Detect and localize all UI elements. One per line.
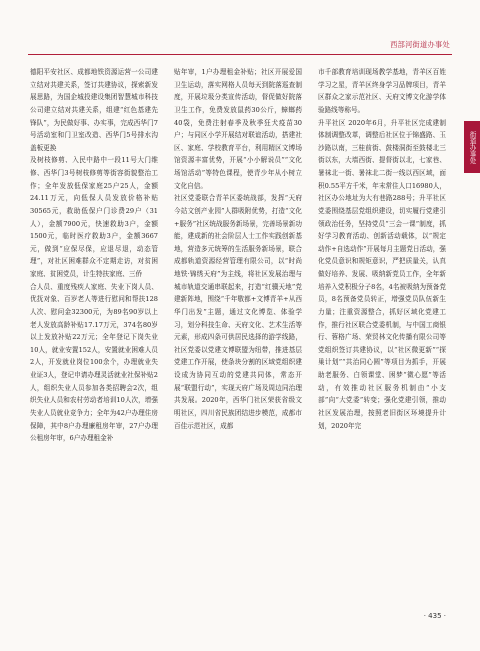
- paragraph: 市千部教育培训现场教学基地，青羊区百姓学习之星，青羊区终身学习品牌项目，青羊区群众之家示范社区、天府文博文化游学体验路线等称号。: [318, 68, 446, 114]
- paragraph: 贴年审，1户办理租金补贴；社区开展爱国卫生运动，落实网格人员每天到院落巡查制度，开展垃圾分类宣传活动，督促做好院落卫生工作，免费发放鼠药30公斤，蟑螂药40袋，免费注射春季及秋季狂犬疫苗30户；与同区小学开展结对联谊活动，搭建社区、家庭、学校教育平台，利用精区文博场馆资源丰富优势，开展“小小解说员”“文化场馆活动”等特色课程，使青少年从小树立文化自信。: [174, 68, 302, 190]
- section-tab: [464, 121, 480, 173]
- paragraph: 社区党委联合青羊区委统战部，发挥“天府今站文创产业园”人群吸附优势，打造“文化+服务”社区统战服务新场景，完善场景新功能，建成新的社会阶层人士工作实践创新基地，营造多元统筹的生活服务新场景，联合成都轨道资源经营管理有限公司，以“时尚地铁·锦绣天府”为主线，将社区发展治理与城市轨道交通串联起来，打造“红骥天地”党建新阵地，围绕“千年敬都+文博青羊+从西华门出发”主题，通过文化博览、体验学习，划分科技生命、天府文化、艺术生活等元素，形成四条可供居民选择的游学线路，社区党委以党建文博联盟为纽带，推进基层党建工作开展，使条块分割的区域党组织建设成为协同互动的党建共同体，常态开展“联盟行动”，实现天府广场及周边同治理共发展。2020年，西华门社区荣获省级文明社区，四川省民族团结进步模范，成都市百佳示范社区，成都: [174, 194, 302, 430]
- running-header: 西部河街道办事处: [390, 40, 450, 49]
- paragraph: 德阳平安社区、成都地铁资源运营一公司建立结对共建关系，签订共建协议，探索新发展思路，为国企城投建设集团智慧城市科技公司建立结对共建关系，组建“红色基建先锋队”，为民做好事、办实事，完成西华门7号活动室和门卫室改造、西华门5号排水沟盖板更换: [30, 68, 158, 152]
- text-column-2: [174, 66, 302, 432]
- paragraph: 合人员、重度残疾人家庭、失业下岗人员、优抚对象、百岁老人等进行慰问和帮扶128人次、慰问金32300元，为89名90岁以上老人发放高龄补贴17.17万元，374名80岁以上发放补贴22万元；全年登记下岗失业10人，就业安置152人，安置就业困难人员2人，开发就业岗位100余个，办理就业失业证3人，登记申请办理灵活就业社保补贴2人，组织失业人员参加各类招聘会2次，组织失业人员和农村劳动者培训10人次，增强失业人员就业竞争力；全年为42户办理住房保障，其中8户办理廉租房年审，27户办理公租房年审，6户办理租金补: [30, 282, 158, 443]
- paragraph: 及树枝修剪、入民中路中一段11号大门维修、西华门3号树枝修剪等街容街貌整治工作；全年发放低保家庭25户25人，金额24.11万元，向低保人员发放价格补贴30565元，救助低保户门诊费29户（31人），金额7900元，快速救助3户，金额1500元，临时医疗救助3户，金额3667元，做到“应保尽保，应退尽退，动态管理”，对社区困难群众不定期走访，对贫困家庭、贫困党员，计生特扶家庭、三侨: [30, 156, 158, 278]
- section-tab-label: 街道办事处: [468, 130, 476, 164]
- text-column-3: [318, 66, 446, 432]
- header-rule: [28, 54, 452, 55]
- paragraph: 升平社区 2020年6月，升平社区完成建制体制调整改革，调整后社区位于锦盛路、玉沙路以南，三桂前街、鼓楼洞街至鼓楼北三街以东，大墙西街、提督街以北，七家巷、暑袜北一街、暑袜北二街一线以西区域，面积0.55平方千米，年末常住人口16980人，社区办公地址为大有巷路288号；升平社区党委围绕基层党组织建设，切实履行党建引领政治任务，坚持党员“三会一课”制度，抓好学习教育活动、创新活动载体，以“规定动作+自选动作”开展每月主题党日活动，强化党员意识和规矩意识，严把质量关，认真做好培养、发展、吸纳新党员工作，全年新培养入党积极分子8名，4名被吸纳为预备党员，8名预备党员转正，增强党员队伍新生力量；注重资源整合，抓好区域化党建工作，推行社区联合党委机制，与中国工商银行、蓉格广场、荣贸林文化传播有限公司等党组织签订共建协议，以“社区微更新”“探巢计划”“共治同心圆”等项目为抓手，开展助老服务、白领课堂、困梦“微心愿”等活动，有效推动社区服务机制由“小支部”向“大党委”转变；强化党建引领，推动社区发展治理，按照老旧街区环境提升计划，2020年完: [318, 118, 446, 430]
- text-column-1: [30, 66, 158, 445]
- page-number: · 435 ·: [423, 612, 446, 620]
